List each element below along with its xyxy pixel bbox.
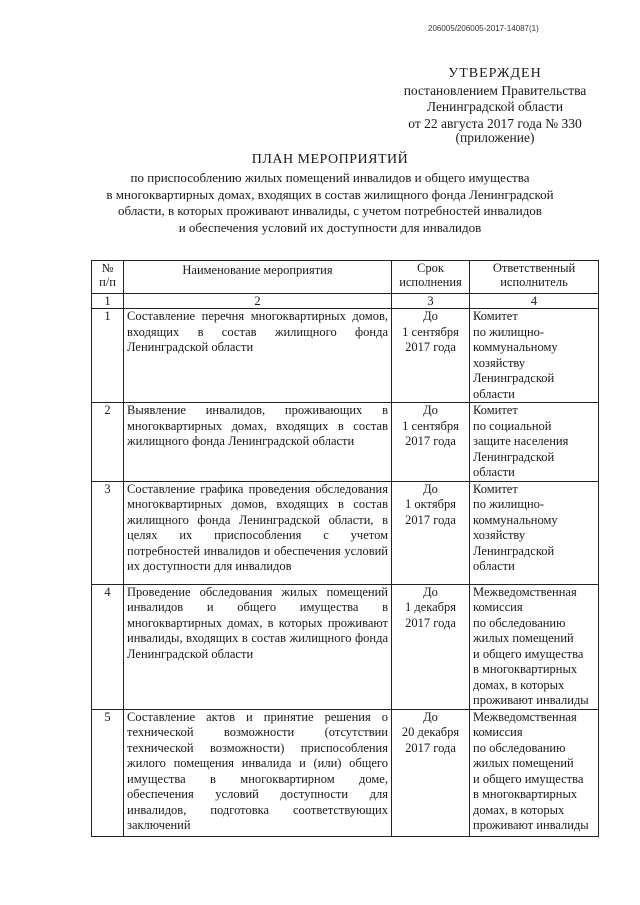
column-number-row (92, 294, 599, 309)
row-number: 3 (92, 481, 124, 584)
subtitle-line: и обеспечения условий их доступности для инвалидов (178, 219, 482, 235)
activity-name: Составление графика проведения обследования многоквартирных домов, входящих в состав жилищного фонда Ленинградской области, в целях их приспособления с учетом потребностей инвалидов и обеспечения условий их доступности для инвалидов (124, 481, 392, 584)
row-number: 2 (92, 403, 124, 482)
column-number: 1 (92, 294, 124, 309)
approval-date: от 22 августа 2017 года № 330 (408, 116, 582, 131)
subtitle-line: по приспособлению жилых помещений инвалидов и общего имущества (130, 170, 530, 185)
row-number: 1 (92, 309, 124, 403)
activity-name: Выявление инвалидов, проживающих в многоквартирных домах, входящих в состав жилищного фонда Ленинградской области (124, 403, 392, 482)
deadline: До 1 октября 2017 года (392, 481, 470, 584)
approval-line: Ленинградской области (426, 99, 564, 114)
responsible-party: Комитет по жилищно- коммунальному хозяйству Ленинградской области (470, 309, 599, 403)
table-row (92, 403, 599, 482)
table-row (92, 481, 599, 584)
header-name: Наименование мероприятия (124, 261, 392, 294)
approval-line: постановлением Правительства (403, 83, 587, 98)
header-term: Срок исполнения (392, 261, 470, 294)
activity-name: Составление перечня многоквартирных домов, входящих в состав жилищного фонда Ленинградской области (124, 309, 392, 403)
activity-name: Составление актов и принятие решения о технической возможности (отсутствии технической возможности) приспособления жилого помещения инвалида и (или) общего имущества в многоквартирном доме, обеспечения условий доступности для инвалидов, подготовка соответствующих заключений (124, 709, 392, 836)
table-row (92, 309, 599, 403)
subtitle-line: в многоквартирных домах, входящих в состав жилищного фонда Ленинградской (106, 186, 554, 202)
activity-name: Проведение обследования жилых помещений инвалидов и общего имущества в многоквартирных домах, в которых проживают инвалиды, входящих в состав жилищного фонда Ленинградской области (124, 584, 392, 709)
column-number: 2 (124, 294, 392, 309)
responsible-party: Межведомственная комиссия по обследованию жилых помещений и общего имущества в многоквартирных домах, в которых проживают инвалиды (470, 709, 599, 836)
deadline: До 1 сентября 2017 года (392, 309, 470, 403)
responsible-party: Межведомственная комиссия по обследованию жилых помещений и общего имущества в многоквартирных домах, в которых проживают инвалиды (470, 584, 599, 709)
column-number: 3 (392, 294, 470, 309)
subtitle-line: области, в которых проживают инвалиды, с учетом потребностей инвалидов (118, 203, 542, 218)
approval-note: (приложение) (455, 130, 535, 145)
row-number: 5 (92, 709, 124, 836)
approval-stamp (395, 66, 595, 144)
deadline: До 1 декабря 2017 года (392, 584, 470, 709)
responsible-party: Комитет по социальной защите населения Ленинградской области (470, 403, 599, 482)
table-row (92, 584, 599, 709)
table-row (92, 709, 599, 836)
page-subtitle (80, 170, 580, 236)
deadline: До 20 декабря 2017 года (392, 709, 470, 836)
table-header-row (92, 261, 599, 294)
page-title: ПЛАН МЕРОПРИЯТИЙ (251, 152, 409, 167)
plan-table (91, 260, 599, 837)
deadline: До 1 сентября 2017 года (392, 403, 470, 482)
document-id: 206005/206005-2017-14087(1) (428, 24, 539, 33)
approval-heading: УТВЕРЖДЕН (448, 66, 542, 81)
column-number: 4 (470, 294, 599, 309)
header-number: № п/п (92, 261, 124, 294)
row-number: 4 (92, 584, 124, 709)
responsible-party: Комитет по жилищно- коммунальному хозяйству Ленинградской области (470, 481, 599, 584)
header-responsible: Ответственный исполнитель (470, 261, 599, 294)
